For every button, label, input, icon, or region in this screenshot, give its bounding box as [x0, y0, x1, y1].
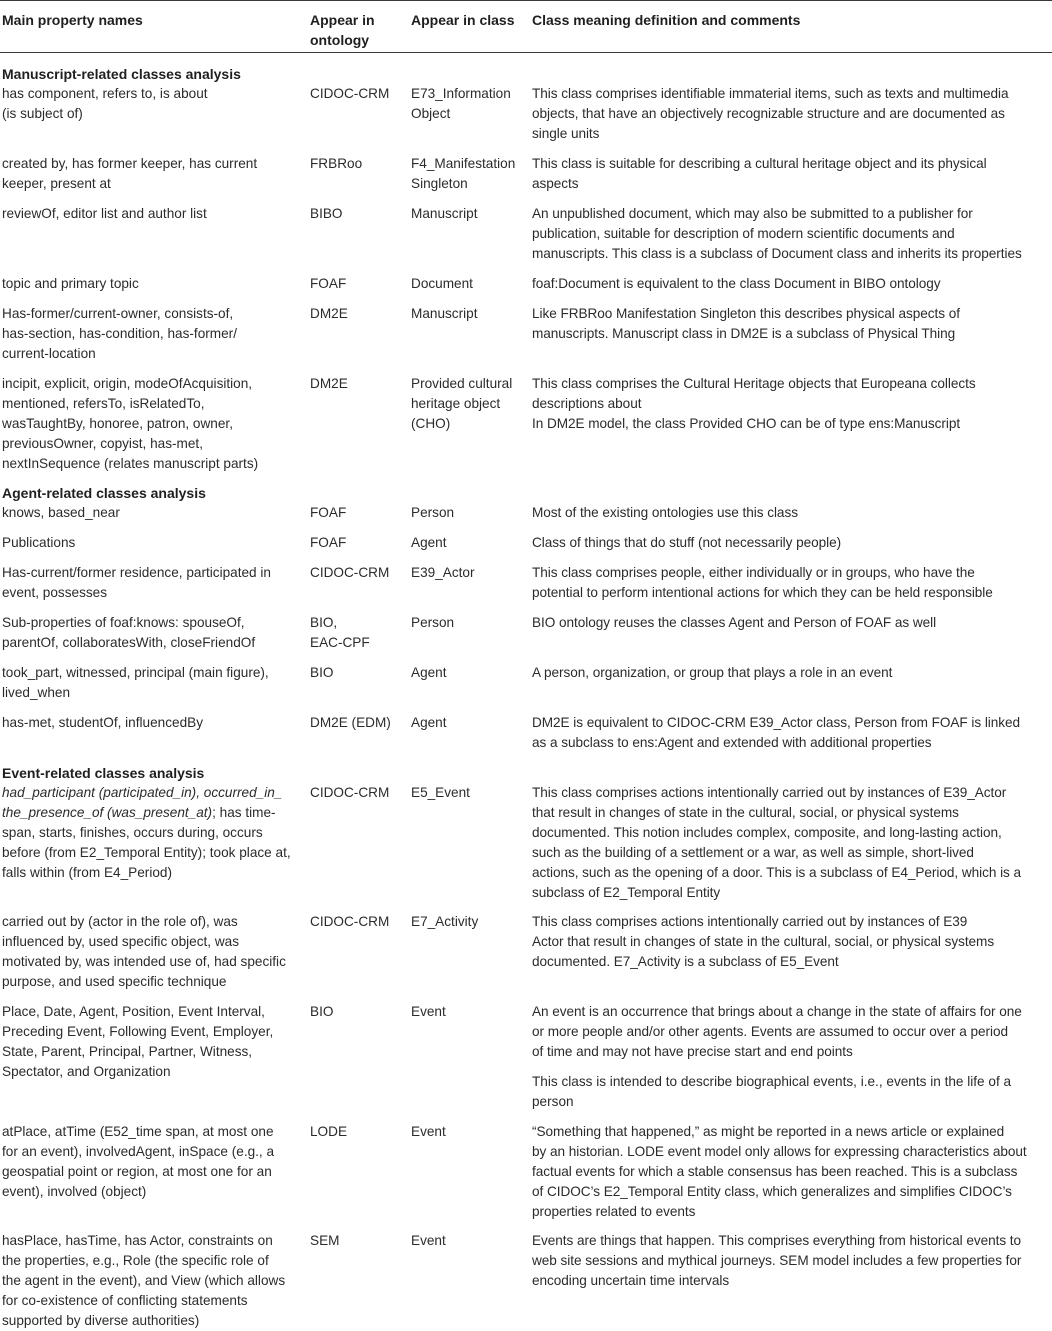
row-properties: carried out by (actor in the role of), was influenced by, used specific object, was motivated by, was intended use of, had specific purpose, and used specific technique	[2, 914, 286, 989]
row-ontology: BIO	[310, 665, 334, 680]
row-definition: Events are things that happen. This comprises everything from historical events to web site sessions and mythical journeys. SEM model includes a few properties for encoding uncertain time intervals	[532, 1233, 1022, 1288]
row-class: E73_Information Object	[411, 86, 511, 121]
row-ontology: FOAF	[310, 535, 347, 550]
row-definition: Like FRBRoo Manifestation Singleton this describes physical aspects of manuscripts. Manuscript class in DM2E is a subclass of Physical Thing	[532, 306, 960, 341]
row-ontology: BIO	[310, 1004, 334, 1019]
row-properties: atPlace, atTime (E52_time span, at most one for an event), involvedAgent, inSpace (e.g., a geospatial point or region, at most one for an event), involved (object)	[2, 1124, 275, 1199]
header-class-meaning: Class meaning definition and comments	[532, 12, 801, 28]
header-main-property-names: Main property names	[2, 12, 143, 28]
row-ontology: FOAF	[310, 505, 347, 520]
row-properties	[2, 783, 302, 883]
row-class: E7_Activity	[411, 914, 479, 929]
row-properties: took_part, witnessed, principal (main figure), lived_when	[2, 665, 269, 700]
row-ontology: LODE	[310, 1124, 348, 1139]
row-class: Event	[411, 1004, 446, 1019]
row-ontology: DM2E (EDM)	[310, 715, 391, 730]
row-properties: Publications	[2, 535, 76, 550]
row-definition: This class comprises the Cultural Heritage objects that Europeana collects descriptions about In DM2E model, the class Provided CHO can be of type ens:Manuscript	[532, 376, 976, 431]
row-ontology: CIDOC-CRM	[310, 914, 390, 929]
row-definition: Most of the existing ontologies use this class	[532, 505, 798, 520]
section-event: Event-related classes analysis	[2, 765, 205, 781]
row-ontology: DM2E	[310, 306, 348, 321]
row-properties: created by, has former keeper, has current keeper, present at	[2, 156, 258, 191]
section-agent: Agent-related classes analysis	[2, 485, 206, 501]
table-header	[0, 0, 1052, 53]
row-class: Person	[411, 505, 455, 520]
row-properties: has-met, studentOf, influencedBy	[2, 715, 203, 730]
row-properties: topic and primary topic	[2, 276, 139, 291]
row-definition: An unpublished document, which may also be submitted to a publisher for publication, suitable for description of modern scientific documents and manuscripts. This class is a subclass of Document class and inherits its properties	[532, 206, 1022, 261]
row-ontology: CIDOC-CRM	[310, 785, 390, 800]
row-definition: DM2E is equivalent to CIDOC-CRM E39_Actor class, Person from FOAF is linked as a subclass to ens:Agent and extended with additional properties	[532, 715, 1021, 750]
row-properties: Has-current/former residence, participated in event, possesses	[2, 565, 271, 600]
row-definition: Class of things that do stuff (not necessarily people)	[532, 535, 842, 550]
row-class: Provided cultural heritage object (CHO)	[411, 376, 513, 431]
row-definition: A person, organization, or group that plays a role in an event	[532, 665, 893, 680]
row-ontology: FOAF	[310, 276, 347, 291]
row-ontology: CIDOC-CRM	[310, 565, 390, 580]
header-appear-in-ontology: Appear in ontology	[310, 12, 375, 48]
row-properties-italic: had_participant (participated_in), occurred_in_ the_presence_of (was_present_at)	[2, 785, 283, 820]
header-appear-in-class: Appear in class	[411, 12, 515, 28]
row-class: Agent	[411, 665, 447, 680]
row-ontology: BIBO	[310, 206, 343, 221]
row-definition: This class comprises actions intentionally carried out by instances of E39_Actor that result in changes of state in the cultural, social, or physical systems documented. This notion includes complex, composite, and long-lasting action, such as the building of a settlement or a war, as well as simple, short-lived actions, such as the opening of a door. This is a subclass of E4_Period, which is a subclass of E2_Temporal Entity	[532, 785, 1022, 900]
row-ontology: SEM	[310, 1233, 340, 1248]
row-ontology: FRBRoo	[310, 156, 363, 171]
row-properties: has component, refers to, is about (is subject of)	[2, 86, 208, 121]
row-class: E39_Actor	[411, 565, 475, 580]
row-properties: hasPlace, hasTime, has Actor, constraints on the properties, e.g., Role (the specific role of the agent in the event), and View (which allows for co-existence of conflicting statements supported by diverse authorities)	[2, 1233, 286, 1328]
row-properties: incipit, explicit, origin, modeOfAcquisition, mentioned, refersTo, isRelatedTo, wasTaughtBy, honoree, patron, owner, previousOwner, copyist, has-met, nextInSequence (relates manuscript parts)	[2, 376, 259, 471]
row-class: Agent	[411, 535, 447, 550]
row-class: Document	[411, 276, 473, 291]
row-properties-rest: ; has time- span, starts, finishes, occurs during, occurs before (from E2_Temporal Entity); took place at, falls within (from E4_Period)	[2, 805, 291, 880]
row-definition: “Something that happened,” as might be reported in a news article or explained by an historian. LODE event model only allows for expressing characteristics about factual events for which a stable consensus has been reached. This is a subclass of CIDOC’s E2_Temporal Entity class, which generalizes and simplifies CIDOC’s properties related to events	[532, 1124, 1027, 1219]
row-definition: This class comprises identifiable immaterial items, such as texts and multimedia objects, that have an objectively recognizable structure and are documented as single units	[532, 86, 1009, 141]
row-definition: foaf:Document is equivalent to the class Document in BIBO ontology	[532, 276, 941, 291]
row-properties: Has-former/current-owner, consists-of, has-section, has-condition, has-former/ current-location	[2, 306, 237, 361]
row-class: Event	[411, 1233, 446, 1248]
row-definition: An event is an occurrence that brings about a change in the state of affairs for one or more people and/or other agents. Events are assumed to occur over a period of time and may not have precise start and end points	[532, 1004, 1022, 1059]
row-class: Person	[411, 615, 455, 630]
row-properties: reviewOf, editor list and author list	[2, 206, 207, 221]
row-definition-extra: This class is intended to describe biographical events, i.e., events in the life of a person	[532, 1074, 1012, 1109]
section-manuscript: Manuscript-related classes analysis	[2, 66, 241, 82]
row-class: F4_Manifestation Singleton	[411, 156, 516, 191]
row-class: Agent	[411, 715, 447, 730]
row-properties: Place, Date, Agent, Position, Event Interval, Preceding Event, Following Event, Employer, State, Parent, Principal, Partner, Witness, Spectator, and Organization	[2, 1004, 274, 1079]
row-class: E5_Event	[411, 785, 470, 800]
row-definition: This class comprises people, either individually or in groups, who have the potential to perform intentional actions for which they can be held responsible	[532, 565, 993, 600]
row-class: Event	[411, 1124, 446, 1139]
row-properties: Sub-properties of foaf:knows: spouseOf, parentOf, collaboratesWith, closeFriendOf	[2, 615, 256, 650]
row-class: Manuscript	[411, 306, 478, 321]
row-definition: BIO ontology reuses the classes Agent and Person of FOAF as well	[532, 615, 937, 630]
row-properties: knows, based_near	[2, 505, 120, 520]
row-class: Manuscript	[411, 206, 478, 221]
row-definition: This class comprises actions intentionally carried out by instances of E39 Actor that result in changes of state in the cultural, social, or physical systems documented. E7_Activity is a subclass of E5_Event	[532, 914, 995, 969]
row-ontology: BIO, EAC-CPF	[310, 615, 370, 650]
row-ontology: CIDOC-CRM	[310, 86, 390, 101]
row-definition: This class is suitable for describing a cultural heritage object and its physical aspects	[532, 156, 987, 191]
row-ontology: DM2E	[310, 376, 348, 391]
